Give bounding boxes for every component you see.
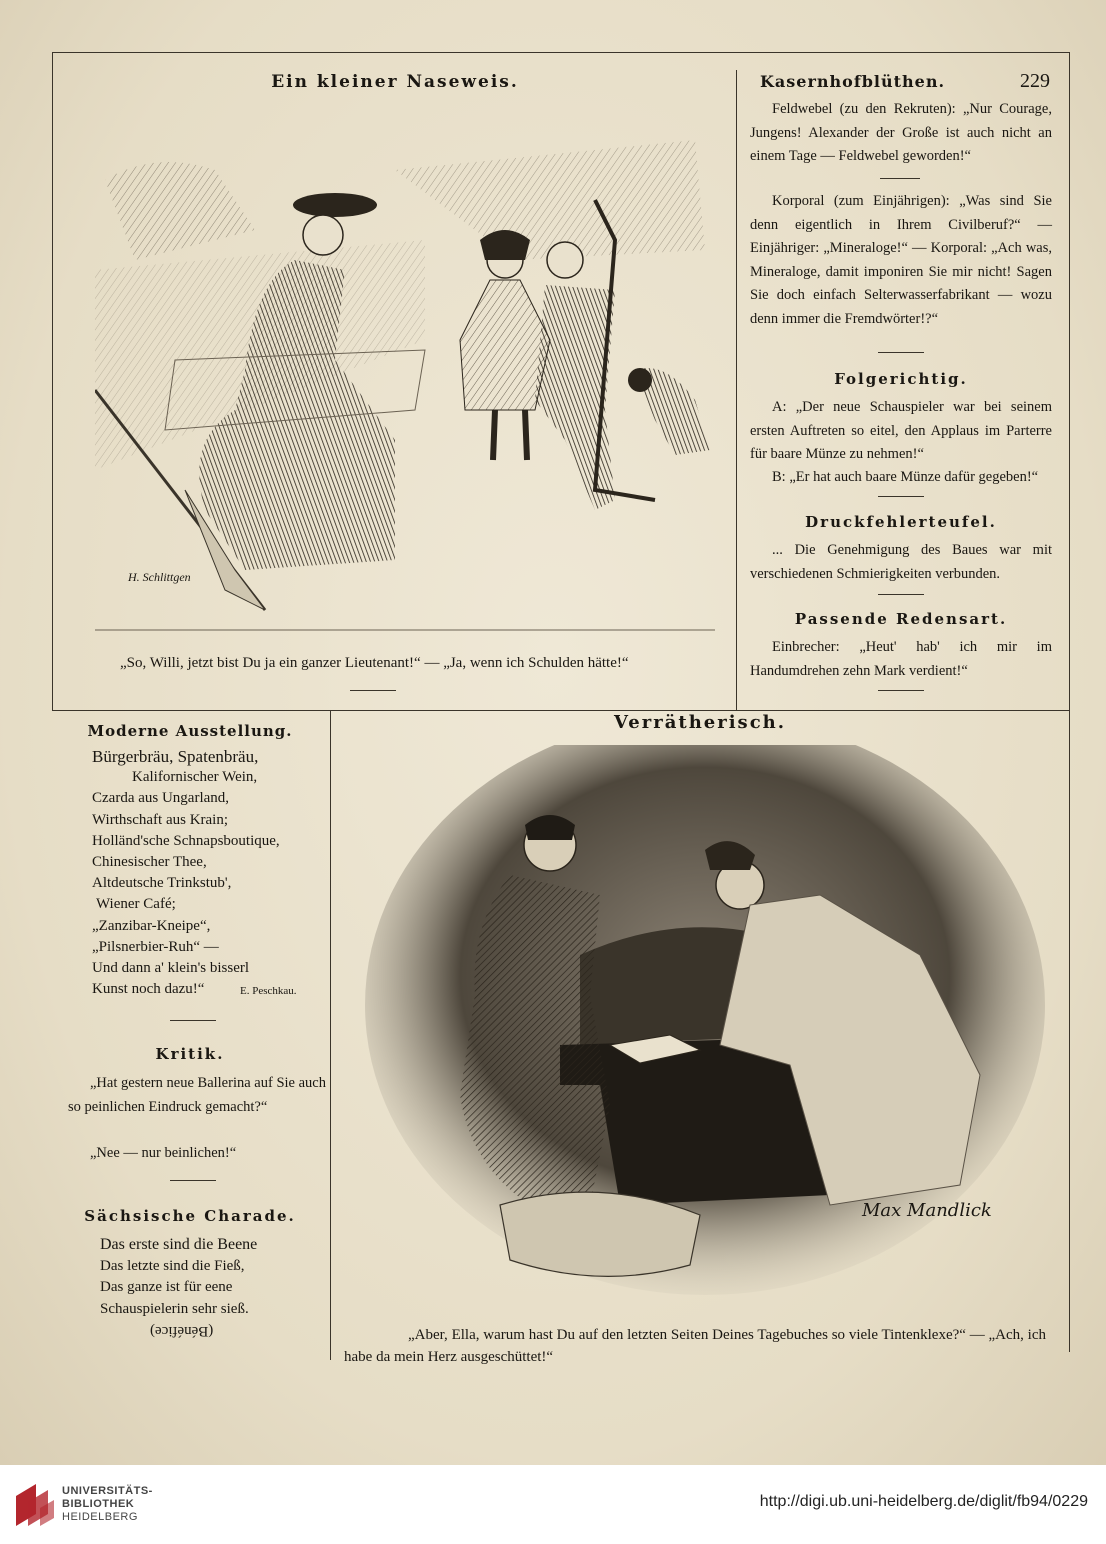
poem-line: Chinesischer Thee,	[92, 854, 207, 871]
poem-author: E. Peschkau.	[240, 985, 297, 997]
library-footer	[0, 1465, 1106, 1544]
poem-line: Altdeutsche Trinkstub',	[92, 875, 232, 892]
druckfehler-end-rule	[878, 594, 924, 595]
kasern-text-1: Feldwebel (zu den Rekruten): „Nur Courage, Jungens! Alexander der Große ist auch nicht an einem Tage — Feldwebel geworden!“	[750, 101, 1052, 164]
kasern-divider	[880, 178, 920, 179]
druckfehler-title: Druckfehlerteufel.	[805, 513, 997, 531]
poem-line: Czarda aus Ungarland,	[92, 790, 230, 807]
redensart-text: Einbrecher: „Heut' hab' ich mir im Handumdrehen zehn Mark verdient!“	[750, 639, 1052, 679]
naseweis-caption: „So, Willi, jetzt bist Du ja ein ganzer Lieutenant!“ — „Ja, wenn ich Schulden hätte!“	[120, 655, 629, 671]
kritik-answer: „Nee — nur beinlichen!“	[90, 1145, 237, 1161]
charade-line: Das erste sind die Beene	[100, 1236, 258, 1253]
poem-line: Holländ'sche Schnapsboutique,	[92, 832, 280, 849]
charade-line: Das letzte sind die Fieß,	[100, 1257, 245, 1274]
verraetherisch-title: Verrätherisch.	[613, 712, 787, 733]
redensart-end-rule	[878, 690, 924, 691]
naseweis-end-rule	[350, 690, 396, 691]
poem-line: Bürgerbräu, Spatenbräu,	[92, 747, 259, 766]
poem-line: „Zanzibar-Kneipe“,	[92, 917, 211, 934]
right-border-rule	[1069, 52, 1070, 1352]
ausstellung-poem	[92, 746, 280, 1000]
ausstellung-end-rule	[170, 1020, 216, 1021]
verraetherisch-drawing	[360, 745, 1050, 1320]
poem-line: Und dann a' klein's bisserl	[92, 960, 250, 977]
left-border-rule	[52, 52, 53, 710]
ausstellung-title: Moderne Ausstellung.	[87, 722, 293, 740]
library-logo-icon	[12, 1480, 56, 1530]
folgerichtig-text-b: B: „Er hat auch baare Münze dafür gegeben!“	[772, 469, 1039, 485]
poem-line: Wirthschaft aus Krain;	[92, 811, 229, 828]
column-divider-bottom	[330, 710, 331, 1360]
source-url[interactable]: http://digi.ub.uni-heidelberg.de/diglit/fb94/0229	[759, 1493, 1088, 1510]
library-logo-text	[62, 1485, 153, 1524]
druckfehler-text: ... Die Genehmigung des Baues war mit verschiedenen Schmierigkeiten verbunden.	[750, 542, 1052, 582]
kasern-title: Kasernhofblüthen.	[760, 72, 946, 91]
logo-line: HEIDELBERG	[62, 1511, 138, 1523]
column-divider-top	[736, 70, 737, 710]
charade-title: Sächsische Charade.	[84, 1207, 296, 1225]
naseweis-illustration	[95, 110, 715, 640]
poem-line: Kunst noch dazu!“	[92, 981, 205, 998]
charade-poem	[100, 1234, 257, 1320]
charade-line: Schauspielerin sehr sieß.	[100, 1300, 249, 1317]
kritik-title: Kritik.	[155, 1045, 225, 1063]
top-border-rule	[52, 52, 1070, 53]
charade-answer: (Bénéfice)	[150, 1323, 214, 1339]
kritik-end-rule	[170, 1180, 216, 1181]
verraetherisch-caption: „Aber, Ella, warum hast Du auf den letzten Seiten Deines Tagebuches so viele Tintenklexe?“ — „Ach, ich habe da mein Herz ausgeschüttet!“	[344, 1327, 1046, 1365]
folgerichtig-text-a: A: „Der neue Schauspieler war bei seinem ersten Auftreten so eitel, den Applaus im Parterre für baare Münze zu nehmen!“	[750, 399, 1052, 462]
naseweis-title: Ein kleiner Naseweis.	[271, 72, 519, 92]
folgerichtig-end-rule	[878, 496, 924, 497]
poem-line: „Pilsnerbier-Ruh“ —	[92, 938, 219, 955]
logo-line: BIBLIOTHEK	[62, 1498, 135, 1510]
logo-line: UNIVERSITÄTS-	[62, 1485, 153, 1497]
kritik-text: „Hat gestern neue Ballerina auf Sie auch so peinlichen Eindruck gemacht?“	[68, 1075, 326, 1115]
verraetherisch-illustration	[360, 745, 1050, 1320]
charade-line: Das ganze ist für eene	[100, 1279, 233, 1295]
poem-line: Wiener Café;	[96, 896, 176, 913]
middle-rule	[52, 710, 1070, 711]
verraetherisch-signature: Max Mandlick	[862, 1200, 992, 1221]
naseweis-drawing	[95, 110, 715, 640]
kasern-end-rule	[878, 352, 924, 353]
poem-line: Kalifornischer Wein,	[132, 769, 258, 786]
naseweis-signature: H. Schlittgen	[128, 570, 191, 584]
kasern-text-2: Korporal (zum Einjährigen): „Was sind Sie denn eigentlich in Ihrem Civilberuf?“ — Einjähriger: „Mineraloge!“ — Korporal: „Ach was, Mineraloge, damit imponiren Sie mir nicht! Sagen Sie doch einfach Selterwasserfabrikant — wozu denn immer die Fremdwörter!?“	[750, 193, 1052, 327]
page-number: 229	[1020, 70, 1050, 92]
redensart-title: Passende Redensart.	[794, 610, 1008, 628]
folgerichtig-title: Folgerichtig.	[834, 370, 968, 388]
